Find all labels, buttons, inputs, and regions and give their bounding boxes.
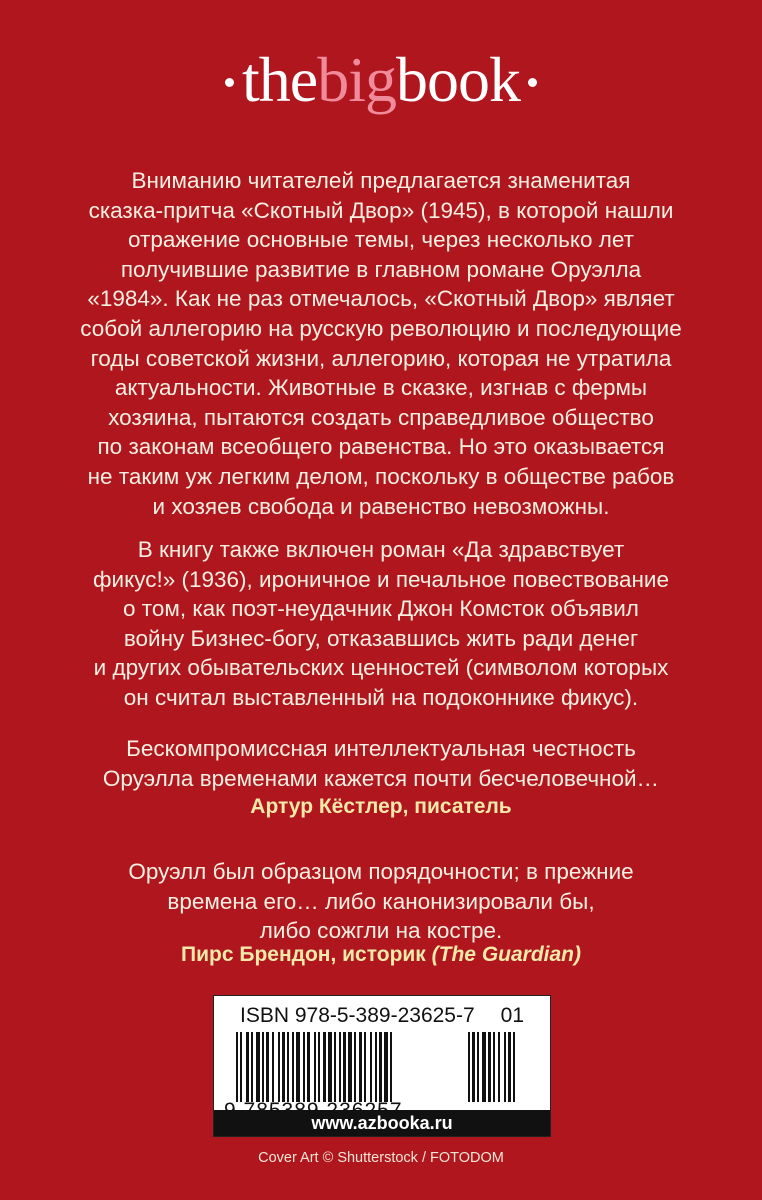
quote-2 (50, 857, 712, 946)
barcode-addon-bars (468, 1032, 528, 1102)
barcode-bar (262, 1032, 264, 1102)
barcode-bar (508, 1032, 511, 1102)
barcode-bar (375, 1032, 377, 1102)
barcode-bar (314, 1032, 316, 1102)
barcode-bar (468, 1032, 470, 1102)
barcode-bar (303, 1032, 305, 1102)
isbn-number: ISBN 978-5-389-23625-7 (240, 1004, 475, 1027)
quote-line: времена его… либо канонизировали бы, (167, 888, 595, 914)
barcode-bar (266, 1032, 269, 1102)
barcode-bar (482, 1032, 486, 1102)
quote-line: Оруэлл был образцом порядочности; в прежние (128, 859, 634, 884)
quote-line: Оруэлла временами кажется почти бесчеловечной… (102, 765, 660, 791)
barcode-bar (272, 1032, 274, 1102)
logo-big: big (317, 44, 396, 115)
text-line: войну Бизнес-богу, отказавшись жить ради денег (123, 625, 639, 651)
barcode-bar (251, 1032, 253, 1102)
logo-book: book (395, 44, 520, 115)
cover-art-credit: Cover Art © Shutterstock / FOTODOM (258, 1150, 504, 1166)
publisher-website: www.azbooka.ru (214, 1110, 550, 1136)
text-line: по законам всеобщего равенства. Но это оказывается (97, 434, 665, 460)
barcode-bar (278, 1032, 280, 1102)
barcode-bar (493, 1032, 495, 1102)
barcode-bar (339, 1032, 341, 1102)
text-line: получившие развитие в главном романе Оруэлла (120, 256, 642, 282)
barcode-bar (513, 1032, 515, 1102)
barcode-bar (328, 1032, 332, 1102)
logo-dot-right (528, 78, 537, 87)
barcode-bar (390, 1032, 392, 1102)
barcode-bar (323, 1032, 326, 1102)
barcode-bar (364, 1032, 366, 1102)
quote-line: Бескомпромиссная интеллектуальная честность (126, 736, 636, 761)
text-line: и других обывательских ценностей (символом которых (93, 655, 669, 681)
barcode-bar (240, 1032, 242, 1102)
text-line: не таким уж легким делом, поскольку в обществе рабов (87, 463, 675, 489)
quote-1 (50, 734, 712, 793)
text-line: и хозяев свобода и равенство невозможны. (152, 493, 610, 519)
text-line: сказка-притча «Скотный Двор» (1945), в которой нашли (88, 197, 674, 223)
barcode-bar (498, 1032, 500, 1102)
barcode-bar (504, 1032, 506, 1102)
logo-the: the (242, 44, 318, 115)
barcode-bar (384, 1032, 388, 1102)
barcode-bar (379, 1032, 382, 1102)
annotation-paragraph-2 (50, 535, 712, 713)
text-line: «1984». Как не раз отмечалось, «Скотный Двор» являет (87, 286, 675, 312)
barcode-bar (354, 1032, 356, 1102)
barcode-bar (488, 1032, 491, 1102)
text-line: собой аллегорию на русскую революцию и последующие (80, 315, 682, 341)
quote-2-author-name: Пирс Брендон, историк (181, 943, 426, 966)
barcode-bar (287, 1032, 289, 1102)
barcode-bar (343, 1032, 346, 1102)
text-line: актуальности. Животные в сказке, изгнав с фермы (114, 375, 648, 401)
barcode-bar (296, 1032, 300, 1102)
barcode-bar (359, 1032, 362, 1102)
text-line: хозяина, пытаются создать справедливое общество (108, 404, 654, 430)
barcode-bar (307, 1032, 310, 1102)
barcode-bar (236, 1032, 238, 1102)
text-line: он считал выставленный на подоконнике фикус). (123, 684, 639, 710)
barcode-bar (370, 1032, 372, 1102)
text-line: годы советской жизни, аллегорию, которая не утратила (90, 345, 672, 371)
text-line: Вниманию читателей предлагается знаменитая (131, 168, 631, 193)
quote-2-source: (The Guardian) (431, 943, 581, 966)
quote-line: либо сожгли на костре. (259, 918, 503, 944)
isbn-barcode (213, 995, 551, 1137)
barcode-bars (236, 1032, 460, 1102)
text-line: В книгу также включен роман «Да здравствует (137, 537, 625, 562)
barcode-bar (256, 1032, 260, 1102)
publisher-logo (0, 40, 762, 120)
logo-dot-left (225, 78, 234, 87)
text-line: фикус!» (1936), ироничное и печальное повествование (93, 566, 669, 592)
barcode-bar (282, 1032, 285, 1102)
barcode-bar (477, 1032, 479, 1102)
barcode-addon-number: 01 (500, 1004, 524, 1027)
barcode-bar (334, 1032, 336, 1102)
barcode-bar (472, 1032, 475, 1102)
quote-2-author (50, 943, 712, 967)
text-line: о том, как поэт-неудачник Джон Комсток объявил (123, 596, 639, 622)
text-line: отражение основные темы, через несколько лет (128, 227, 634, 253)
barcode-bar (318, 1032, 320, 1102)
barcode-bar (246, 1032, 249, 1102)
quote-1-author: Артур Кёстлер, писатель (250, 795, 512, 818)
annotation-paragraph-1 (50, 166, 712, 521)
barcode-bar (348, 1032, 352, 1102)
barcode-bar (292, 1032, 294, 1102)
